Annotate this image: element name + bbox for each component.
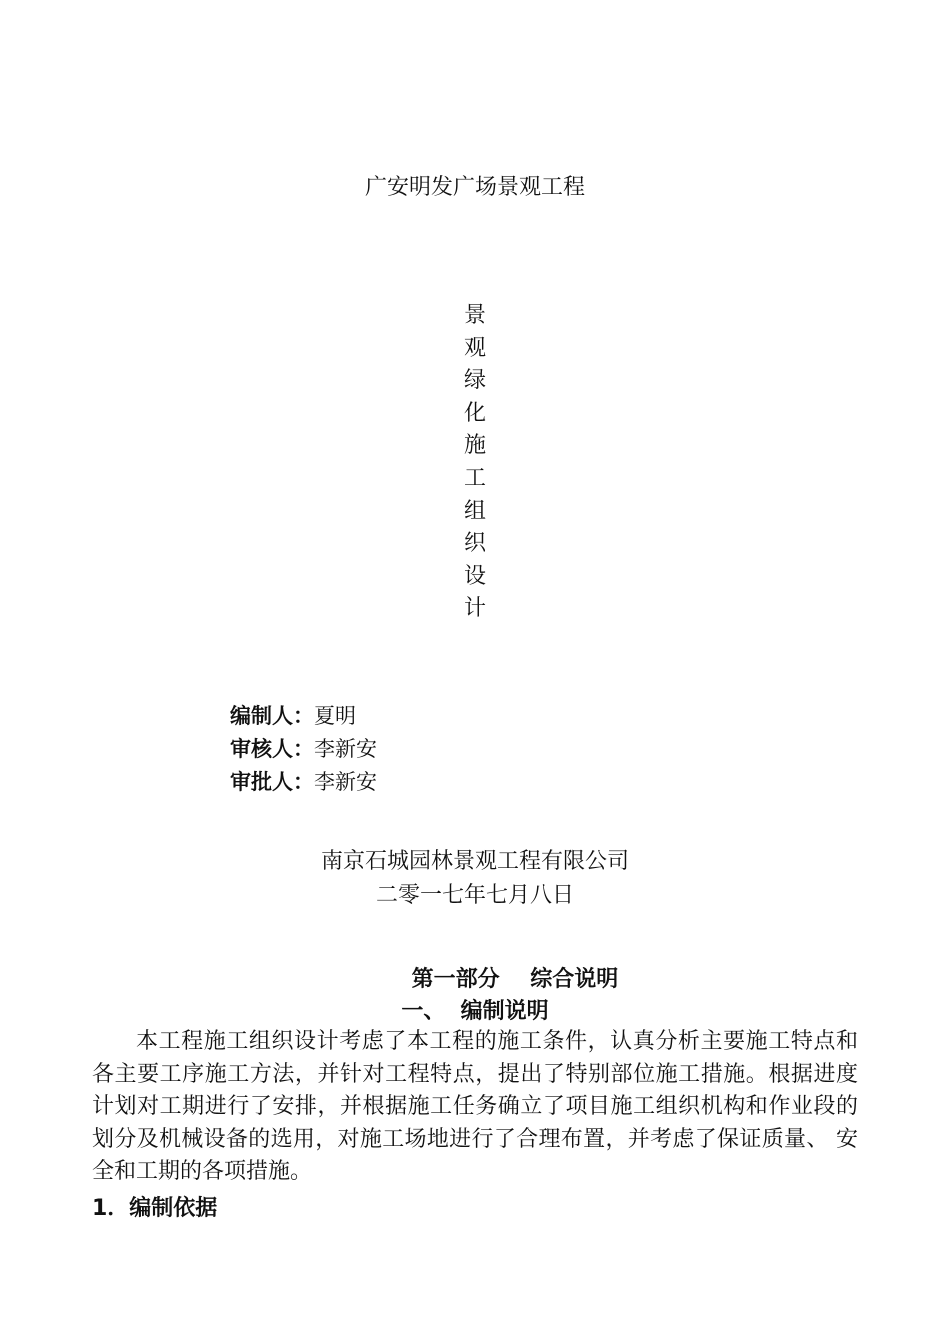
section-heading: 一、 编制说明 xyxy=(401,999,549,1024)
compiler-row xyxy=(230,700,630,733)
vertical-title-char: 设 xyxy=(463,563,486,589)
approver-label: 审批人： xyxy=(230,770,314,794)
subsection-heading: 1．编制依据 xyxy=(92,1196,218,1221)
vertical-title-char: 织 xyxy=(463,531,486,557)
document-date: 二零一七年七月八日 xyxy=(375,883,574,908)
part-heading: 第一部分 综合说明 xyxy=(411,967,619,992)
project-title: 广安明发广场景观工程 xyxy=(364,175,585,200)
signature-block xyxy=(230,700,630,799)
body-paragraph: 本工程施工组织设计考虑了本工程的施工条件，认真分析主要施工特点和各主要工序施工方法，并针对工程特点，提出了特别部位施工措施。根据进度计划对工期进行了安排，并根据施工任务确立了项目施工组织机构和作业段的划分及机械设备的选用，对施工场地进行了合理布置，并考虑了保证质量、 安全和工期的各项措施。 xyxy=(92,1029,858,1185)
vertical-title-char: 计 xyxy=(463,596,486,622)
vertical-title-char: 施 xyxy=(463,433,486,459)
compiler-name: 夏明 xyxy=(314,704,356,728)
reviewer-label: 审核人： xyxy=(230,737,314,761)
vertical-title-char: 化 xyxy=(463,400,486,426)
vertical-title-char: 工 xyxy=(463,465,486,491)
vertical-document-title xyxy=(455,300,495,626)
vertical-title-char: 组 xyxy=(463,498,486,524)
reviewer-name: 李新安 xyxy=(314,737,377,761)
vertical-title-char: 景 xyxy=(463,303,486,328)
vertical-title-char: 观 xyxy=(463,335,486,361)
approver-name: 李新安 xyxy=(314,770,377,794)
vertical-title-char: 绿 xyxy=(463,368,486,394)
approver-row xyxy=(230,766,630,799)
company-block xyxy=(0,845,950,913)
reviewer-row xyxy=(230,733,630,766)
compiler-label: 编制人： xyxy=(230,704,314,728)
company-name: 南京石城园林景观工程有限公司 xyxy=(320,849,629,874)
